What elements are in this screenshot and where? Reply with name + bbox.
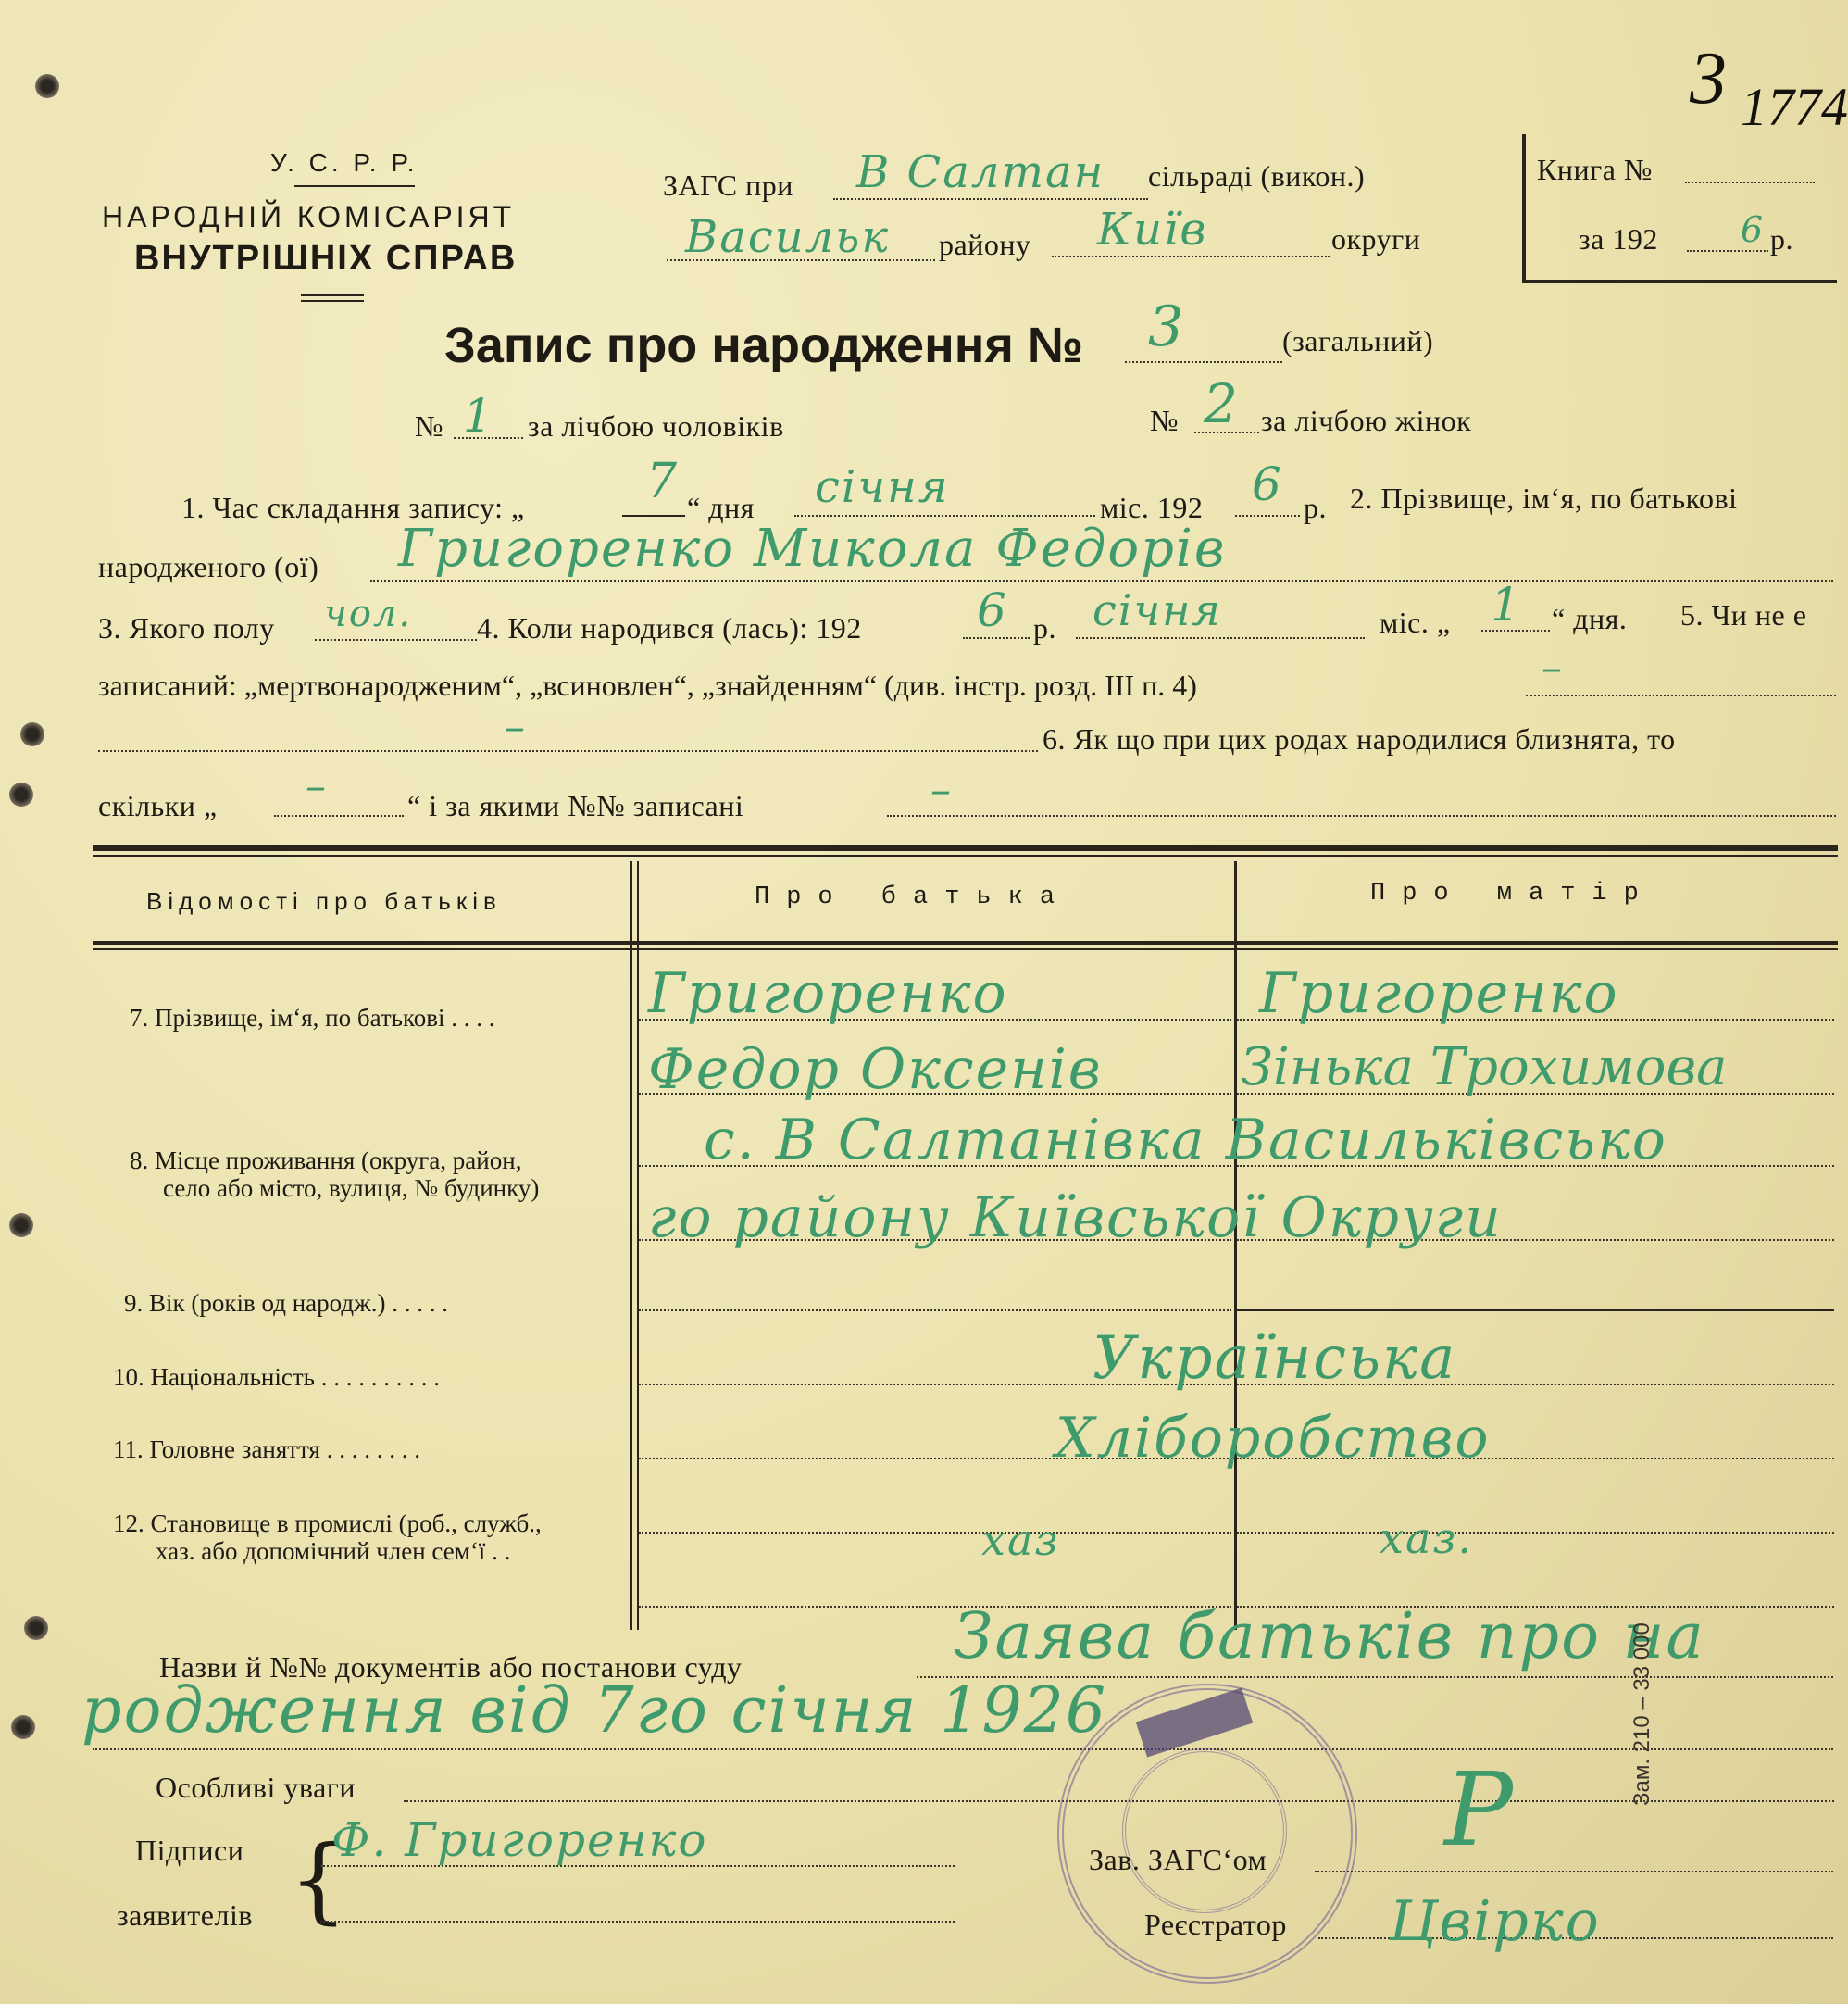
item5-value-2: –: [505, 704, 527, 751]
male-value: 1: [463, 389, 494, 443]
table-header-rule-thin: [93, 948, 1838, 950]
item3-value: чол.: [324, 593, 413, 635]
row10-label: 10. Національність . . . . . . . . . .: [113, 1363, 440, 1391]
item6-count-field: [274, 815, 404, 817]
item5-value: –: [1542, 645, 1564, 692]
divider: [301, 294, 364, 296]
mother-name-1: Григоренко: [1259, 961, 1619, 1026]
row8-label-a: 8. Місце проживання (округа, район,: [130, 1146, 522, 1174]
book-box-left: [1522, 134, 1526, 282]
binder-hole: [24, 1616, 48, 1640]
item4-year-field: [963, 637, 1030, 639]
book-year-field: [1687, 250, 1768, 252]
nationality-value: Українська: [1093, 1324, 1457, 1393]
ussr-label: У. С. Р. Р.: [270, 148, 418, 177]
row12-label-b: хаз. або допомічний член сем‘ї . .: [156, 1537, 511, 1565]
signatures-brace: {: [289, 1825, 348, 1934]
table-header-rule: [93, 941, 1838, 945]
item1-label: 1. Час складання запису: „: [181, 491, 525, 524]
margin-print: Зам. 210 – 33 000: [1629, 1622, 1654, 1806]
book-year-prefix: за 192: [1579, 222, 1658, 256]
father-status-value: хаз: [981, 1515, 1060, 1565]
title-general: (загальний): [1282, 324, 1434, 357]
applicant-signature: Ф. Григоренко: [331, 1813, 708, 1867]
rayon-value: Васильк: [685, 211, 891, 263]
row7-label: 7. Прізвище, ім‘я, по батькові . . . .: [130, 1004, 495, 1032]
commissariat-label: НАРОДНІЙ КОМІСАРІЯТ: [102, 200, 516, 233]
binder-hole: [9, 783, 33, 807]
female-label: за лічбою жінок: [1261, 404, 1472, 437]
divider: [301, 300, 364, 302]
mother-name-2: Зінька Трохимова: [1241, 1037, 1728, 1097]
remarks-label: Особливі уваги: [156, 1771, 356, 1804]
okrug-value: Київ: [1097, 204, 1208, 256]
docs-label: Назви й №№ документів або постанови суду: [159, 1650, 743, 1684]
row8-label-b: село або місто, вулиця, № будинку): [163, 1174, 540, 1202]
signatures-label-2: заявителів: [117, 1898, 253, 1932]
table-col-divider-1: [630, 861, 632, 1630]
father-name-2: Федор Оксенів: [648, 1037, 1103, 1102]
item6-line2b: “ і за якими №№ записані: [407, 789, 744, 822]
item4-day-suffix: “ дня.: [1552, 602, 1628, 635]
docs-value-2: родження від 7го січня 1926: [81, 1674, 1108, 1747]
table-row-line: [1237, 1309, 1834, 1311]
corner-number: 3: [1690, 38, 1727, 119]
corner-ref: 1774: [1741, 77, 1848, 137]
registrar-signature: Цвірко: [1389, 1889, 1601, 1954]
item2-field: [370, 580, 1833, 582]
table-header-col1: Відомості про батьків: [146, 887, 502, 915]
item6-label: 6. Як що при цих родах народилися близнята, то: [1043, 722, 1676, 756]
binder-hole: [35, 74, 59, 98]
book-label: Книга №: [1537, 153, 1653, 186]
item4-mis: міс. „: [1380, 606, 1451, 639]
item5-question: записаний: „мертвонародженим“, „всиновлен“, „знайденням“ (див. інстр. розд. III п. 4): [98, 669, 1197, 702]
item4-month-field: [1076, 637, 1365, 639]
item4-r: р.: [1033, 611, 1056, 645]
item4-year-value: 6: [977, 583, 1008, 637]
mother-status-value: хаз.: [1380, 1513, 1474, 1563]
item6-line2a: скільки „: [98, 789, 218, 822]
item1-month-field: [794, 515, 1095, 517]
item6-field: [887, 815, 1836, 817]
signatures-label-1: Підписи: [135, 1834, 244, 1867]
head-signature-field: [1315, 1871, 1833, 1872]
okrug-label: округи: [1331, 222, 1421, 256]
item2-label: 2. Прізвище, ім‘я, по батькові: [1350, 482, 1738, 515]
item1-year-value: 6: [1252, 457, 1283, 511]
ministry-label: ВНУТРІШНІХ СПРАВ: [134, 239, 518, 278]
head-label: Зав. ЗАГС‘ом: [1089, 1843, 1267, 1876]
book-year-suffix: р.: [1770, 222, 1793, 256]
item1-day-suffix: “ дня: [687, 491, 755, 524]
address-line-1: с. В Салтанівка Васильківсько: [704, 1108, 1667, 1172]
item1-month-value: січня: [815, 461, 950, 513]
table-row-line: [1237, 1532, 1834, 1534]
title-number-field: [1125, 361, 1282, 363]
okrug-field: [1052, 256, 1330, 257]
male-label: за лічбою чоловіків: [528, 409, 784, 443]
page-title: Запис про народження №: [444, 318, 1084, 373]
male-no: №: [415, 409, 444, 443]
table-header-col2: Про батька: [755, 883, 1072, 911]
signature-field-2: [320, 1921, 955, 1923]
address-line-2: го району Київської Округи: [648, 1185, 1503, 1250]
row12-label-a: 12. Становище в промислі (роб., служб.,: [113, 1509, 542, 1537]
divider: [294, 185, 415, 187]
zags-village-field: [833, 198, 1148, 200]
title-number-value: 3: [1148, 294, 1186, 359]
item5-label: 5. Чи не е: [1680, 598, 1807, 632]
item2-label2: народженого (ої): [98, 550, 319, 583]
zags-village-value: В Салтан: [856, 146, 1105, 198]
row11-label: 11. Головне заняття . . . . . . . .: [113, 1435, 420, 1463]
selradi-label: сільраді (викон.): [1148, 159, 1366, 193]
item4-label: 4. Коли народився (лась): 192: [477, 611, 862, 645]
table-row-line: [639, 1532, 1231, 1534]
table-top-rule: [93, 845, 1838, 851]
rayon-label: району: [939, 228, 1031, 261]
registrar-label: Реєстратор: [1144, 1908, 1287, 1941]
table-row-line: [639, 1309, 1231, 1311]
item6-count-value: –: [306, 763, 328, 810]
item5-field: [1526, 695, 1836, 696]
female-no: №: [1150, 404, 1180, 437]
row9-label: 9. Вік (років од народж.) . . . . .: [124, 1289, 448, 1317]
item1-mis: міс. 192: [1100, 491, 1204, 524]
table-header-col3: Про матір: [1370, 880, 1655, 908]
item1-year-field: [1235, 515, 1300, 517]
father-name-1: Григоренко: [648, 961, 1008, 1026]
table-top-rule-thin: [93, 855, 1838, 857]
docs-field-2: [93, 1748, 1833, 1750]
item3-field: [315, 639, 477, 641]
docs-value-1: Заява батьків про на: [954, 1600, 1705, 1673]
table-col-divider-1b: [637, 861, 639, 1630]
item2-value: Григоренко Микола Федорів: [398, 519, 1227, 579]
head-signature-mark: Р: [1444, 1750, 1516, 1869]
item3-label: 3. Якого полу: [98, 611, 275, 645]
occupation-value: Хліборобство: [1055, 1406, 1491, 1471]
item4-month-value: січня: [1093, 585, 1222, 635]
female-value: 2: [1204, 372, 1240, 435]
book-field: [1685, 182, 1815, 183]
item1-day-field: [622, 515, 685, 517]
binder-hole: [11, 1715, 35, 1739]
item1-day-value: 7: [646, 454, 680, 509]
binder-hole: [20, 722, 44, 746]
item1-r: р.: [1304, 491, 1327, 524]
item4-day-value: 1: [1491, 578, 1522, 632]
official-stamp-inner: [1122, 1748, 1287, 1913]
book-box-bottom: [1522, 280, 1837, 283]
book-year-value: 6: [1741, 209, 1766, 250]
binder-hole: [9, 1213, 33, 1237]
item6-value: –: [930, 767, 953, 814]
item5-field-2: [98, 750, 1038, 752]
zags-label: ЗАГС при: [663, 169, 793, 202]
